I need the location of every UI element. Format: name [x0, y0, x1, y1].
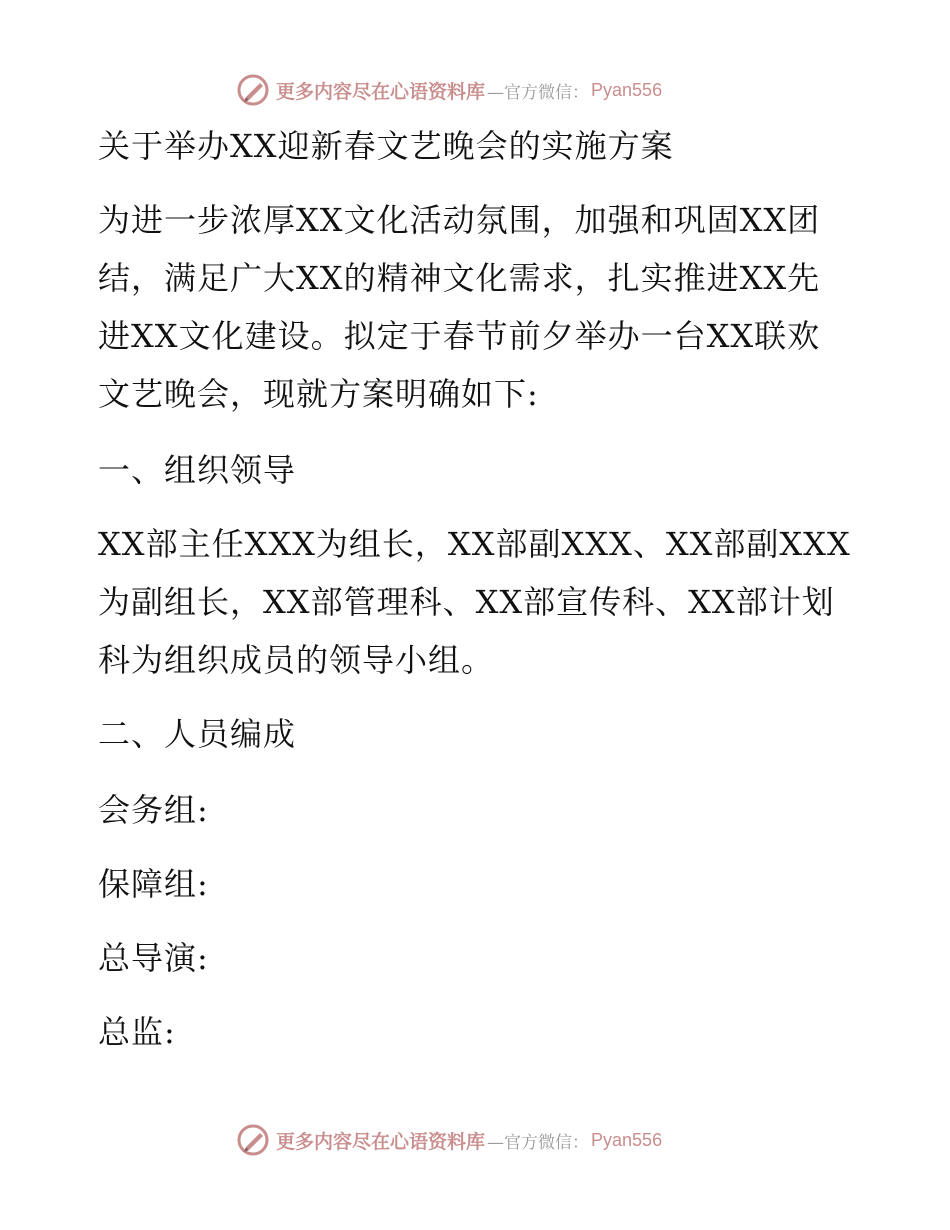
intro-line-2: 结，满足广大XX的精神文化需求，扎实推进XX先 [98, 259, 821, 297]
watermark-main-text: 更多内容尽在心语资料库 [276, 1130, 486, 1153]
section1-heading: 一、组织领导 [98, 451, 297, 489]
watermark-sub-text: —官方微信： [487, 1132, 590, 1153]
watermark-header [236, 72, 662, 108]
watermark-id-text: Pyan556 [591, 1129, 663, 1150]
intro-line-3: 进XX文化建设。拟定于春节前夕举办一台XX联欢 [98, 317, 821, 355]
section1-line-2: 为副组长，XX部管理科、XX部宣传科、XX部计划 [98, 583, 835, 621]
pen-logo-icon [236, 1123, 270, 1157]
role-chief-director: 总导演: [98, 939, 209, 977]
role-support-group: 保障组: [98, 865, 209, 903]
section2-heading: 二、人员编成 [98, 715, 297, 753]
watermark-footer [236, 1122, 662, 1158]
pen-logo-icon [236, 73, 270, 107]
watermark-sub-text: —官方微信： [487, 82, 590, 103]
role-meeting-group: 会务组: [98, 791, 209, 829]
section1-line-1: XX部主任XXX为组长，XX部副XXX、XX部副XXX [98, 525, 851, 563]
section1-line-3: 科为组织成员的领导小组。 [98, 641, 495, 679]
intro-line-4: 文艺晚会，现就方案明确如下: [98, 375, 539, 413]
watermark-main-text: 更多内容尽在心语资料库 [276, 80, 486, 103]
watermark-id-text: Pyan556 [591, 79, 663, 100]
intro-line-1: 为进一步浓厚XX文化活动氛围，加强和巩固XX团 [98, 201, 821, 239]
role-chief-supervisor: 总监: [98, 1013, 176, 1051]
document-title: 关于举办XX迎新春文艺晚会的实施方案 [98, 127, 674, 165]
